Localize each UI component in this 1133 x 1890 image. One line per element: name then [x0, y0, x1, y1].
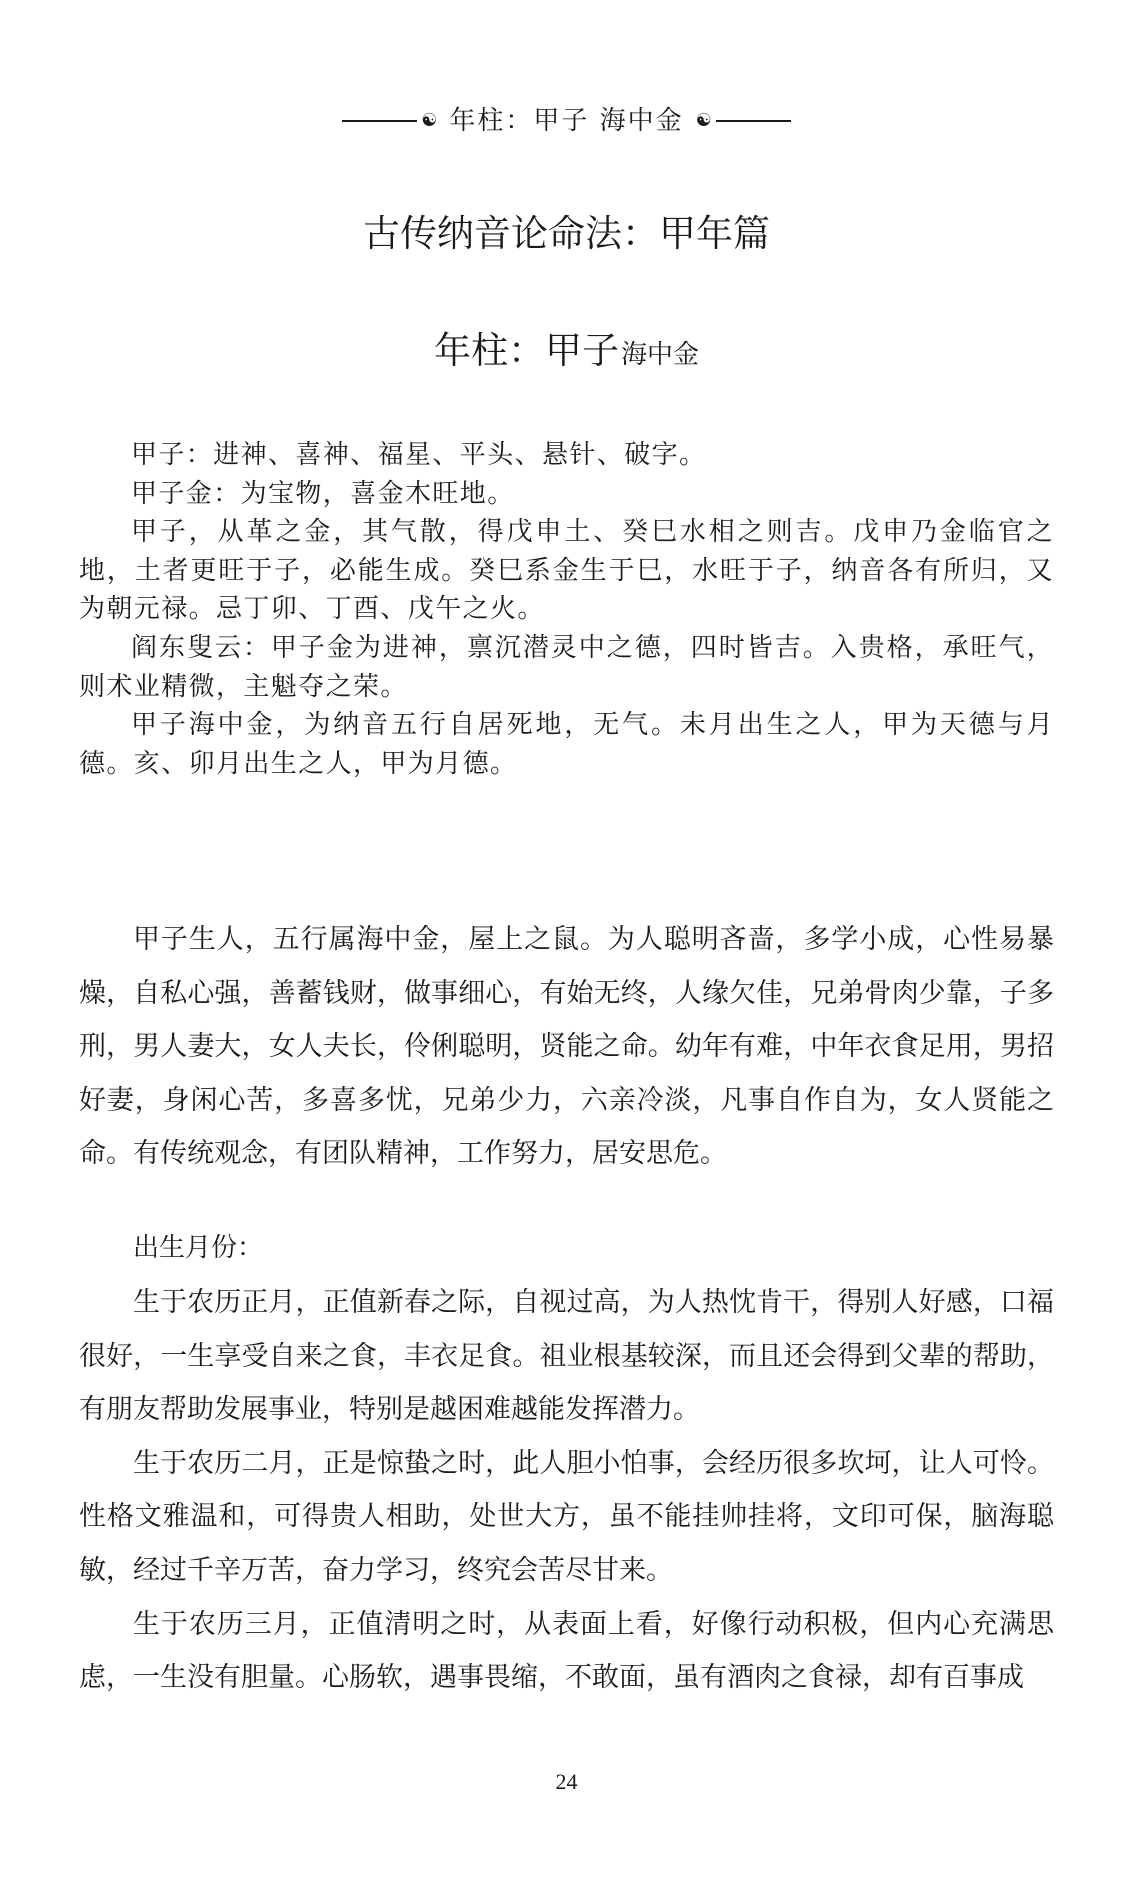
classical-paragraph: 甲子：进神、喜神、福星、平头、悬针、破字。	[131, 440, 707, 470]
month-paragraph: 生于农历二月，正是惊蛰之时，此人胆小怕事，会经历很多坎坷，让人可怜。性格文雅温和，可得贵人相助，处世大方，虽不能挂帅挂将，文印可保，脑海聪敏，经过千辛万苦，奋力学习，终究会苦尽甘来。	[79, 1447, 1054, 1586]
month-paragraph: 生于农历正月，正值新春之际，自视过高，为人热忱肯干，得别人好感，口福很好，一生享受自来之食，丰衣足食。祖业根基较深，而且还会得到父辈的帮助，有朋友帮助发展事业，特别是越困难越能发挥潜力。	[79, 1287, 1054, 1426]
header-rule-left	[342, 120, 417, 122]
header-text: 年柱：甲子 海中金	[449, 106, 684, 136]
birth-month-block	[79, 1276, 1054, 1705]
classical-paragraph: 甲子，从革之金，其气散，得戊申土、癸巳水相之则吉。戊申乃金临官之地，土者更旺于子，必能生成。癸巳系金生于巳，水旺于子，纳音各有所归，又为朝元禄。忌丁卯、丁酉、戊午之火。	[79, 517, 1054, 625]
birth-month-heading: 出生月份：	[133, 1233, 264, 1263]
header-rule-right	[716, 120, 791, 122]
classical-paragraph: 甲子金：为宝物，喜金木旺地。	[131, 478, 515, 509]
running-header	[0, 104, 1133, 138]
section-heading	[0, 327, 1133, 379]
section-heading-main: 年柱：甲子	[433, 329, 619, 372]
modern-text-block	[79, 913, 1054, 1181]
modern-paragraph: 甲子生人，五行属海中金，屋上之鼠。为人聪明吝啬，多学小成，心性易暴燥，自私心强，善蓄钱财，做事细心，有始无终，人缘欠佳，兄弟骨肉少靠，子多刑，男人妻大，女人夫长，伶俐聪明，贤能之命。幼年有难，中年衣食足用，男招好妻，身闲心苦，多喜多忧，兄弟少力，六亲冷淡，凡事自作自为，女人贤能之命。有传统观念，有团队精神，工作努力，居安思危。	[79, 924, 1054, 1170]
section-heading-nayin: 海中金	[620, 340, 699, 370]
classical-paragraph: 甲子海中金，为纳音五行自居死地，无气。未月出生之人，甲为天德与月德。亥、卯月出生之人，甲为月德。	[79, 710, 1054, 779]
month-paragraph: 生于农历三月，正值清明之时，从表面上看，好像行动积极，但内心充满思虑，一生没有胆量。心肠软，遇事畏缩，不敢面，虽有酒肉之食禄，却有百事成	[79, 1608, 1054, 1694]
classical-paragraph: 阎东叟云：甲子金为进神，禀沉潜灵中之德，四时皆吉。入贵格，承旺气，则术业精微，主魁夺之荣。	[79, 632, 1054, 702]
page-number: 24	[555, 1769, 578, 1794]
yin-yang-icon: ☯	[695, 110, 712, 131]
page-title: 古传纳音论命法：甲年篇	[363, 212, 770, 255]
yin-yang-icon: ☯	[421, 110, 438, 131]
classical-text-block	[79, 436, 1054, 783]
